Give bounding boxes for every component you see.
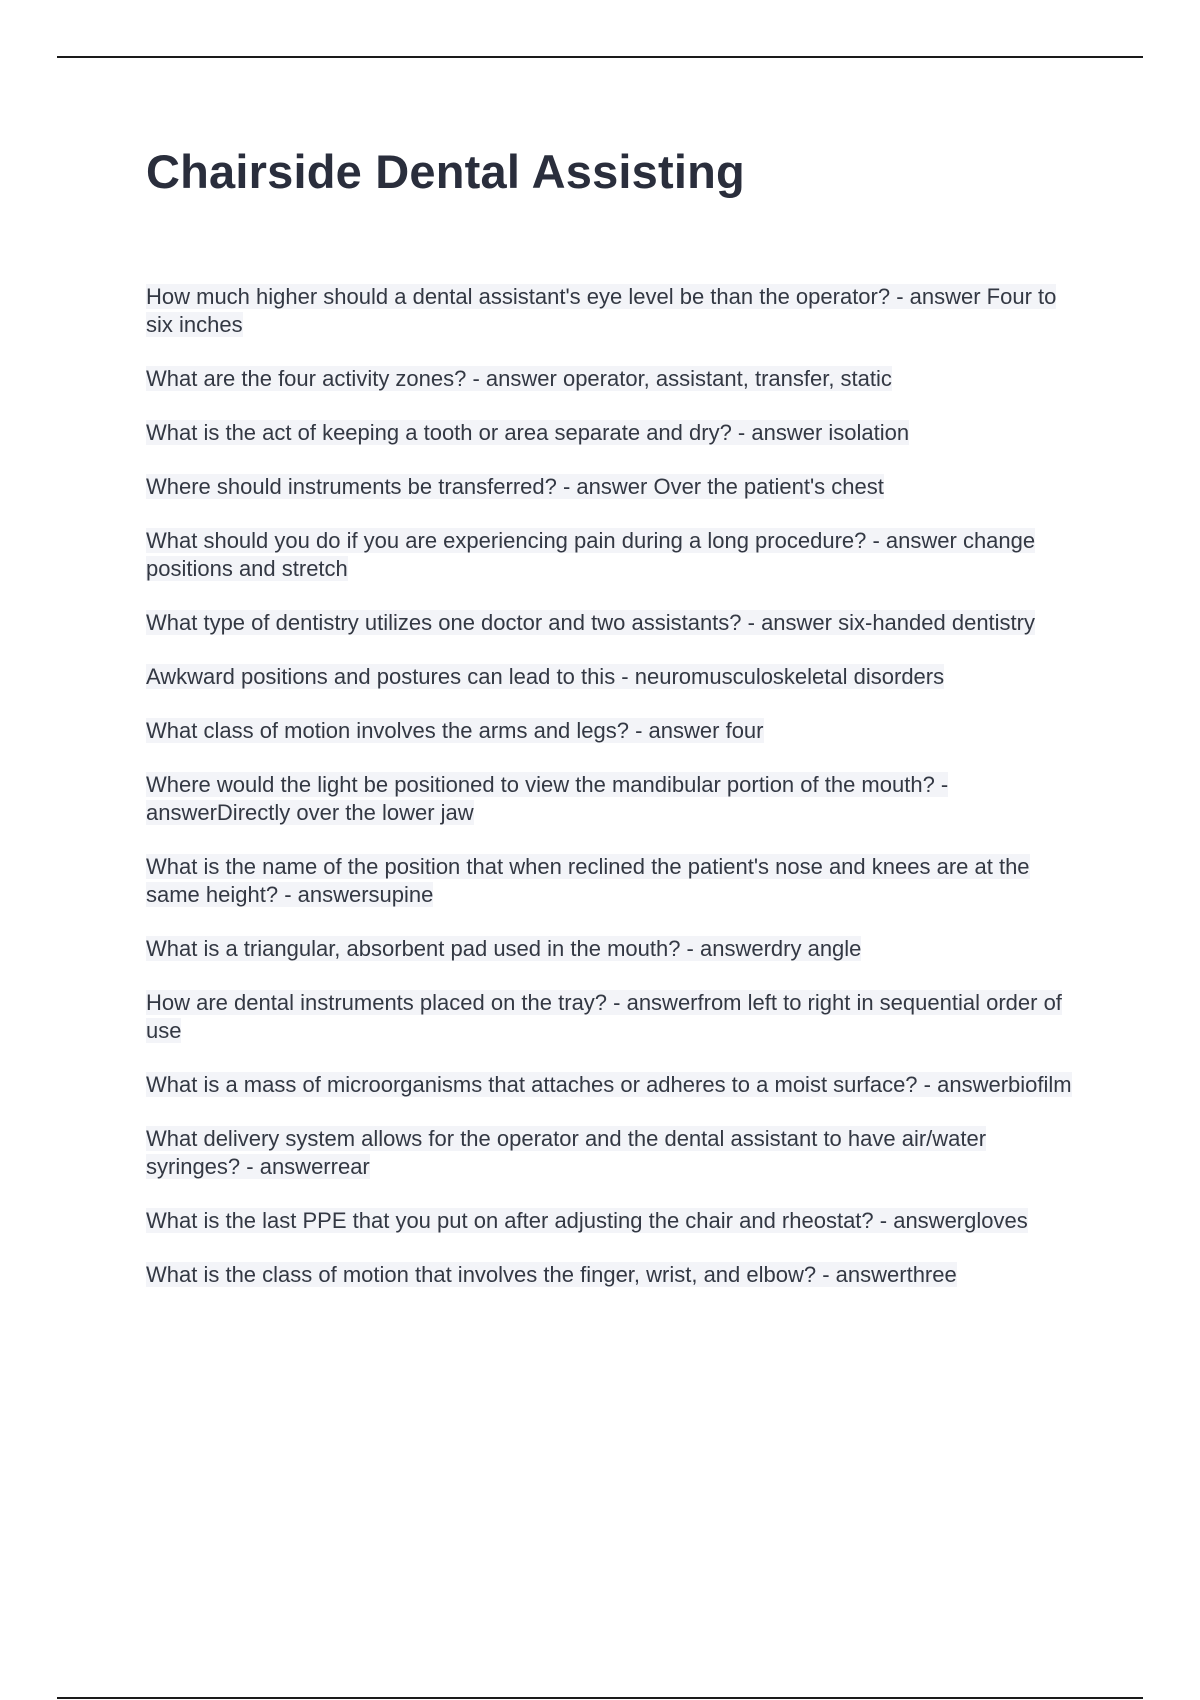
qa-text: What is the act of keeping a tooth or area separate and dry? - answer isolation <box>146 420 910 445</box>
qa-text: What delivery system allows for the operator and the dental assistant to have air/water syringes? - answerrear <box>146 1126 987 1179</box>
qa-text: Where would the light be positioned to view the mandibular portion of the mouth? - answerDirectly over the lower jaw <box>146 772 949 825</box>
qa-list <box>146 283 1086 1315</box>
qa-item <box>146 283 1086 339</box>
qa-item <box>146 419 1086 447</box>
qa-text: What is a triangular, absorbent pad used in the mouth? - answerdry angle <box>146 936 862 961</box>
qa-item <box>146 527 1086 583</box>
qa-text: What should you do if you are experiencing pain during a long procedure? - answer change positions and stretch <box>146 528 1036 581</box>
qa-text: How much higher should a dental assistant's eye level be than the operator? - answer Four to six inches <box>146 284 1057 337</box>
document-title: Chairside Dental Assisting <box>146 145 745 198</box>
qa-item <box>146 853 1086 909</box>
qa-text: What is the class of motion that involves the finger, wrist, and elbow? - answerthree <box>146 1262 957 1287</box>
qa-text: What are the four activity zones? - answer operator, assistant, transfer, static <box>146 366 892 391</box>
qa-item <box>146 935 1086 963</box>
qa-text: Awkward positions and postures can lead to this - neuromusculoskeletal disorders <box>146 664 945 689</box>
qa-item <box>146 771 1086 827</box>
qa-item <box>146 717 1086 745</box>
qa-text: What is the name of the position that when reclined the patient's nose and knees are at the same height? - answersupine <box>146 854 1030 907</box>
qa-item <box>146 473 1086 501</box>
qa-text: What class of motion involves the arms and legs? - answer four <box>146 718 764 743</box>
qa-item <box>146 609 1086 637</box>
qa-item <box>146 1125 1086 1181</box>
qa-text: Where should instruments be transferred? - answer Over the patient's chest <box>146 474 884 499</box>
qa-text: What is the last PPE that you put on after adjusting the chair and rheostat? - answergloves <box>146 1208 1028 1233</box>
qa-text: How are dental instruments placed on the tray? - answerfrom left to right in sequential order of use <box>146 990 1062 1043</box>
qa-item <box>146 1261 1086 1289</box>
qa-item <box>146 663 1086 691</box>
qa-item <box>146 989 1086 1045</box>
qa-item <box>146 365 1086 393</box>
qa-text: What is a mass of microorganisms that attaches or adheres to a moist surface? - answerbiofilm <box>146 1072 1072 1097</box>
qa-item <box>146 1071 1086 1099</box>
qa-item <box>146 1207 1086 1235</box>
header-rule <box>57 56 1143 58</box>
qa-text: What type of dentistry utilizes one doctor and two assistants? - answer six-handed dentistry <box>146 610 1035 635</box>
footer-rule <box>57 1697 1143 1699</box>
